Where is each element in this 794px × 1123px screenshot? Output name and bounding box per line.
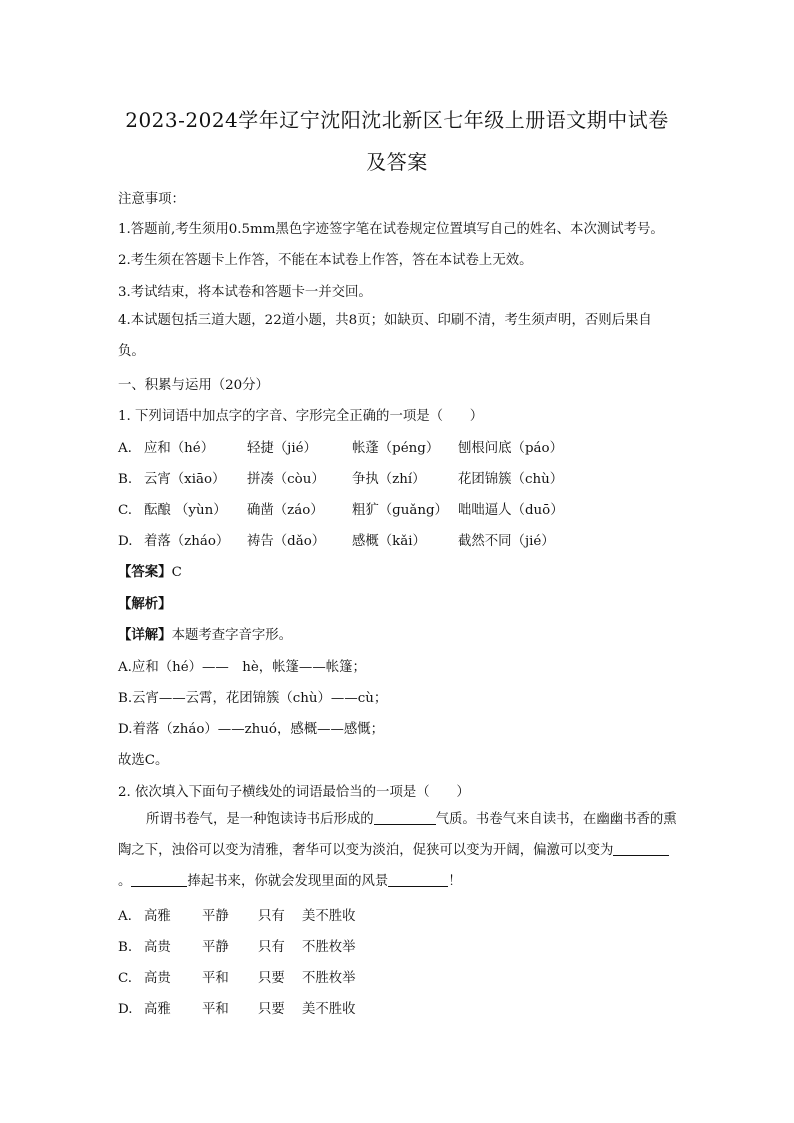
option-word: 咄咄逼人（duō）: [458, 503, 564, 518]
answer-line: [118, 561, 182, 580]
passage-text: 气质。书卷气来自读书，在幽幽书香的熏陶之下，浊俗可以变为清雅，奢华可以变为淡泊，促狭可以变为开阔，偏激可以变为: [118, 812, 677, 858]
option-word: 高雅: [144, 1002, 171, 1017]
question-1-option-d: [118, 530, 555, 549]
option-word: 争执（zhí）: [352, 472, 426, 487]
option-word: 只有: [258, 909, 285, 924]
option-letter: A.: [118, 441, 132, 456]
question-2-option-d: [118, 998, 356, 1017]
option-word: 不胜枚举: [302, 971, 356, 986]
option-word: 祷告（dǎo）: [247, 534, 326, 549]
option-letter: C.: [118, 503, 133, 518]
question-2-option-c: [118, 967, 356, 986]
option-word: 高贵: [144, 971, 171, 986]
question-2-passage: [118, 804, 678, 897]
analysis-conclusion: 故选C。: [118, 753, 169, 768]
question-1-stem: 1. 下列词语中加点字的字音、字形完全正确的一项是（ ）: [118, 409, 484, 424]
fill-blank-1: [374, 810, 436, 825]
analysis-label: 【解析】: [118, 596, 172, 612]
option-word: 轻捷（jié）: [247, 441, 317, 456]
passage-text: 所谓书卷气，是一种饱读诗书后形成的: [146, 812, 374, 827]
option-word: 刨根问底（páo）: [458, 441, 563, 456]
notice-heading: 注意事项：: [118, 192, 185, 207]
option-word: 只有: [258, 940, 285, 955]
question-1-option-c: [118, 499, 564, 518]
option-word: 平静: [202, 940, 229, 955]
fill-blank-3: [131, 872, 187, 887]
option-word: 只要: [258, 971, 285, 986]
page-title-line2: 及答案: [366, 150, 428, 174]
analysis-note-a: A.应和（hé）—— hè，帐篷——帐篷；: [118, 660, 366, 675]
option-word: 截然不同（jié）: [458, 534, 555, 549]
notice-item-1: 1.答题前,考生须用0.5mm黑色字迹签字笔在试卷规定位置填写自己的姓名、本次测试考号。: [118, 222, 664, 237]
option-word: 应和（hé）: [144, 441, 215, 456]
option-word: 平和: [202, 971, 229, 986]
option-word: 感概（kǎi）: [352, 534, 426, 549]
notice-item-2: 2.考生须在答题卡上作答，不能在本试卷上作答，答在本试卷上无效。: [118, 253, 533, 268]
option-word: 云宵（xiāo）: [144, 472, 226, 487]
option-word: 粗犷（ɡuǎng）: [352, 503, 448, 518]
fill-blank-4: [388, 872, 448, 887]
notice-item-3: 3.考试结束，将本试卷和答题卡一并交回。: [118, 285, 372, 300]
question-2-option-a: [118, 905, 356, 924]
question-1-option-b: [118, 468, 563, 487]
option-word: 着落（zháo）: [144, 534, 230, 549]
option-word: 高雅: [144, 909, 171, 924]
option-word: 平和: [202, 1002, 229, 1017]
question-2-stem: 2. 依次填入下面句子横线处的词语最恰当的一项是（ ）: [118, 785, 470, 800]
option-word: 高贵: [144, 940, 171, 955]
passage-text: 捧起书来，你就会发现里面的风景: [187, 874, 389, 889]
option-word: 只要: [258, 1002, 285, 1017]
answer-value: C: [171, 565, 182, 580]
passage-text: ！: [448, 874, 462, 889]
answer-label: 【答案】: [118, 564, 172, 580]
passage-text: 。: [118, 874, 132, 889]
section-heading: 一、积累与运用（20分）: [118, 378, 269, 393]
option-word: 美不胜收: [302, 1002, 356, 1017]
option-letter: A.: [118, 909, 132, 924]
notice-item-4: 4.本试题包括三道大题，22道小题，共8页；如缺页、印刷不清，考生须声明，否则后果自负。: [118, 313, 652, 359]
option-word: 帐蓬（péng）: [352, 441, 440, 456]
detail-label: 【详解】: [118, 627, 172, 643]
option-word: 平静: [202, 909, 229, 924]
option-letter: B.: [118, 940, 133, 955]
option-letter: B.: [118, 472, 133, 487]
page-title-line1: 2023-2024学年辽宁沈阳沈北新区七年级上册语文期中试卷: [125, 108, 669, 132]
detail-line: [118, 624, 292, 643]
option-word: 花团锦簇（chù）: [458, 472, 564, 487]
option-word: 确凿（záo）: [247, 503, 324, 518]
fill-blank-2: [613, 841, 669, 856]
option-word: 不胜枚举: [302, 940, 356, 955]
option-letter: D.: [118, 534, 133, 549]
option-letter: D.: [118, 1002, 133, 1017]
question-1-option-a: [118, 437, 563, 456]
option-word: 美不胜收: [302, 909, 356, 924]
analysis-note-d: D.着落（zháo）——zhuó，感概——感慨；: [118, 722, 385, 737]
detail-text: 本题考查字音字形。: [171, 628, 293, 643]
analysis-note-b: B.云宵——云霄，花团锦簇（chù）——cù；: [118, 691, 388, 706]
option-word: 酝酿 （yùn）: [144, 503, 227, 518]
option-letter: C.: [118, 971, 133, 986]
option-word: 拼凑（còu）: [247, 472, 325, 487]
question-2-option-b: [118, 936, 356, 955]
